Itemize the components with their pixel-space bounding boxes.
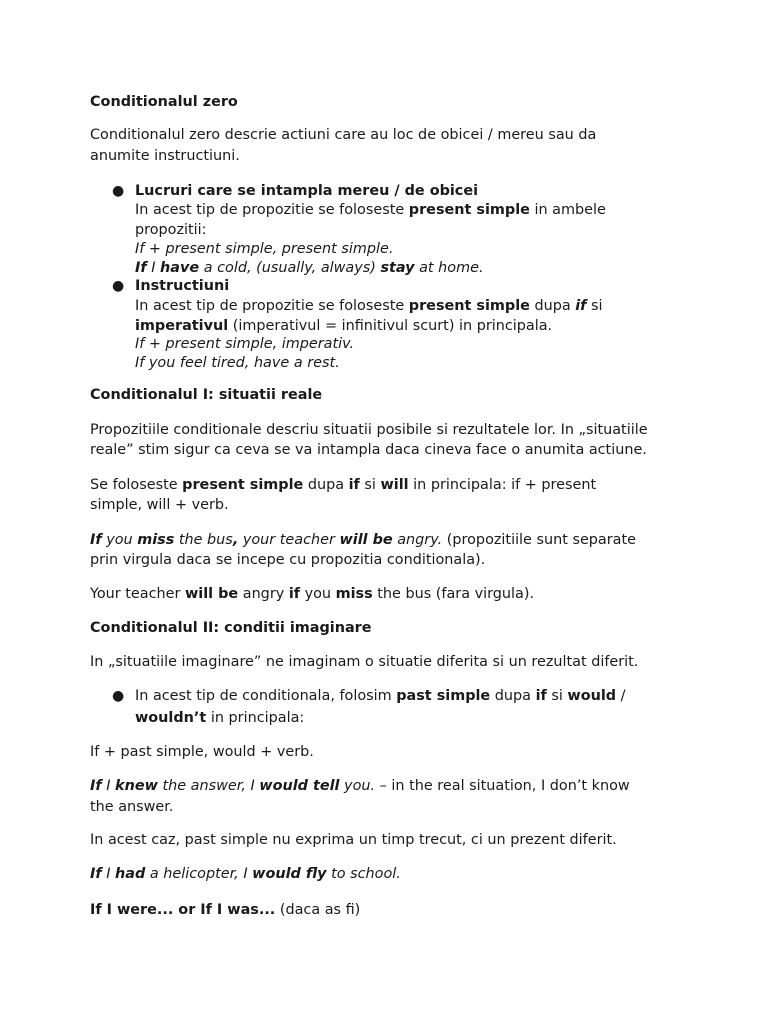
example-line: If you miss the bus, your teacher will be angry. (propozitiile sunt separate (90, 532, 636, 548)
bullet-title: Instructiuni (135, 278, 230, 294)
bullet-text-line: propozitii: (135, 222, 207, 238)
bullet-text-line: In acest tip de conditionala, folosim past simple dupa if si would / (135, 688, 626, 704)
example-line: If I were... or If I was... (daca as fi) (90, 902, 361, 918)
paragraph-line: reale” stim sigur ca ceva se va intampla daca cineva face o anumita actiune. (90, 442, 647, 458)
bullet-title: Lucruri care se intampla mereu / de obicei (135, 183, 479, 199)
bullet-text-line: In acest tip de propozitie se foloseste present simple in ambele (135, 202, 606, 218)
paragraph-line: Propozitiile conditionale descriu situatii posibile si rezultatele lor. In „situatiile (90, 422, 648, 438)
paragraph-line: Se foloseste present simple dupa if si will in principala: if + present (90, 477, 597, 493)
bullet-text-line: wouldn’t in principala: (135, 710, 305, 726)
paragraph-line: In „situatiile imaginare” ne imaginam o situatie diferita si un rezultat diferit. (90, 654, 639, 670)
bullet-icon: ● (112, 183, 125, 199)
example-line: If I had a helicopter, I would fly to school. (90, 866, 401, 882)
example-line: If I knew the answer, I would tell you. – in the real situation, I don’t know (90, 778, 630, 794)
section-heading-first: Conditionalul I: situatii reale (90, 387, 323, 403)
bullet-text-line: imperativul (imperativul = infinitivul scurt) in principala. (135, 318, 553, 334)
bullet-text-line: In acest tip de propozitie se foloseste present simple dupa if si (135, 298, 603, 314)
formula-line: If + present simple, present simple. (135, 241, 394, 257)
bullet-icon: ● (112, 278, 125, 294)
paragraph-line: Conditionalul zero descrie actiuni care au loc de obicei / mereu sau da (90, 127, 597, 143)
paragraph-line: anumite instructiuni. (90, 148, 240, 164)
paragraph-line: simple, will + verb. (90, 497, 229, 513)
example-line: Your teacher will be angry if you miss the bus (fara virgula). (90, 586, 535, 602)
paragraph-line: the answer. (90, 799, 174, 815)
formula-line: If + present simple, imperativ. (135, 336, 355, 352)
example-line: If I have a cold, (usually, always) stay at home. (135, 260, 484, 276)
section-heading-zero: Conditionalul zero (90, 94, 238, 110)
section-heading-second: Conditionalul II: conditii imaginare (90, 620, 372, 636)
example-line: If you feel tired, have a rest. (135, 355, 340, 371)
bullet-icon: ● (112, 688, 125, 704)
paragraph-line: In acest caz, past simple nu exprima un timp trecut, ci un prezent diferit. (90, 832, 617, 848)
formula-line: If + past simple, would + verb. (90, 744, 314, 760)
paragraph-line: prin virgula daca se incepe cu propozitia conditionala). (90, 552, 486, 568)
